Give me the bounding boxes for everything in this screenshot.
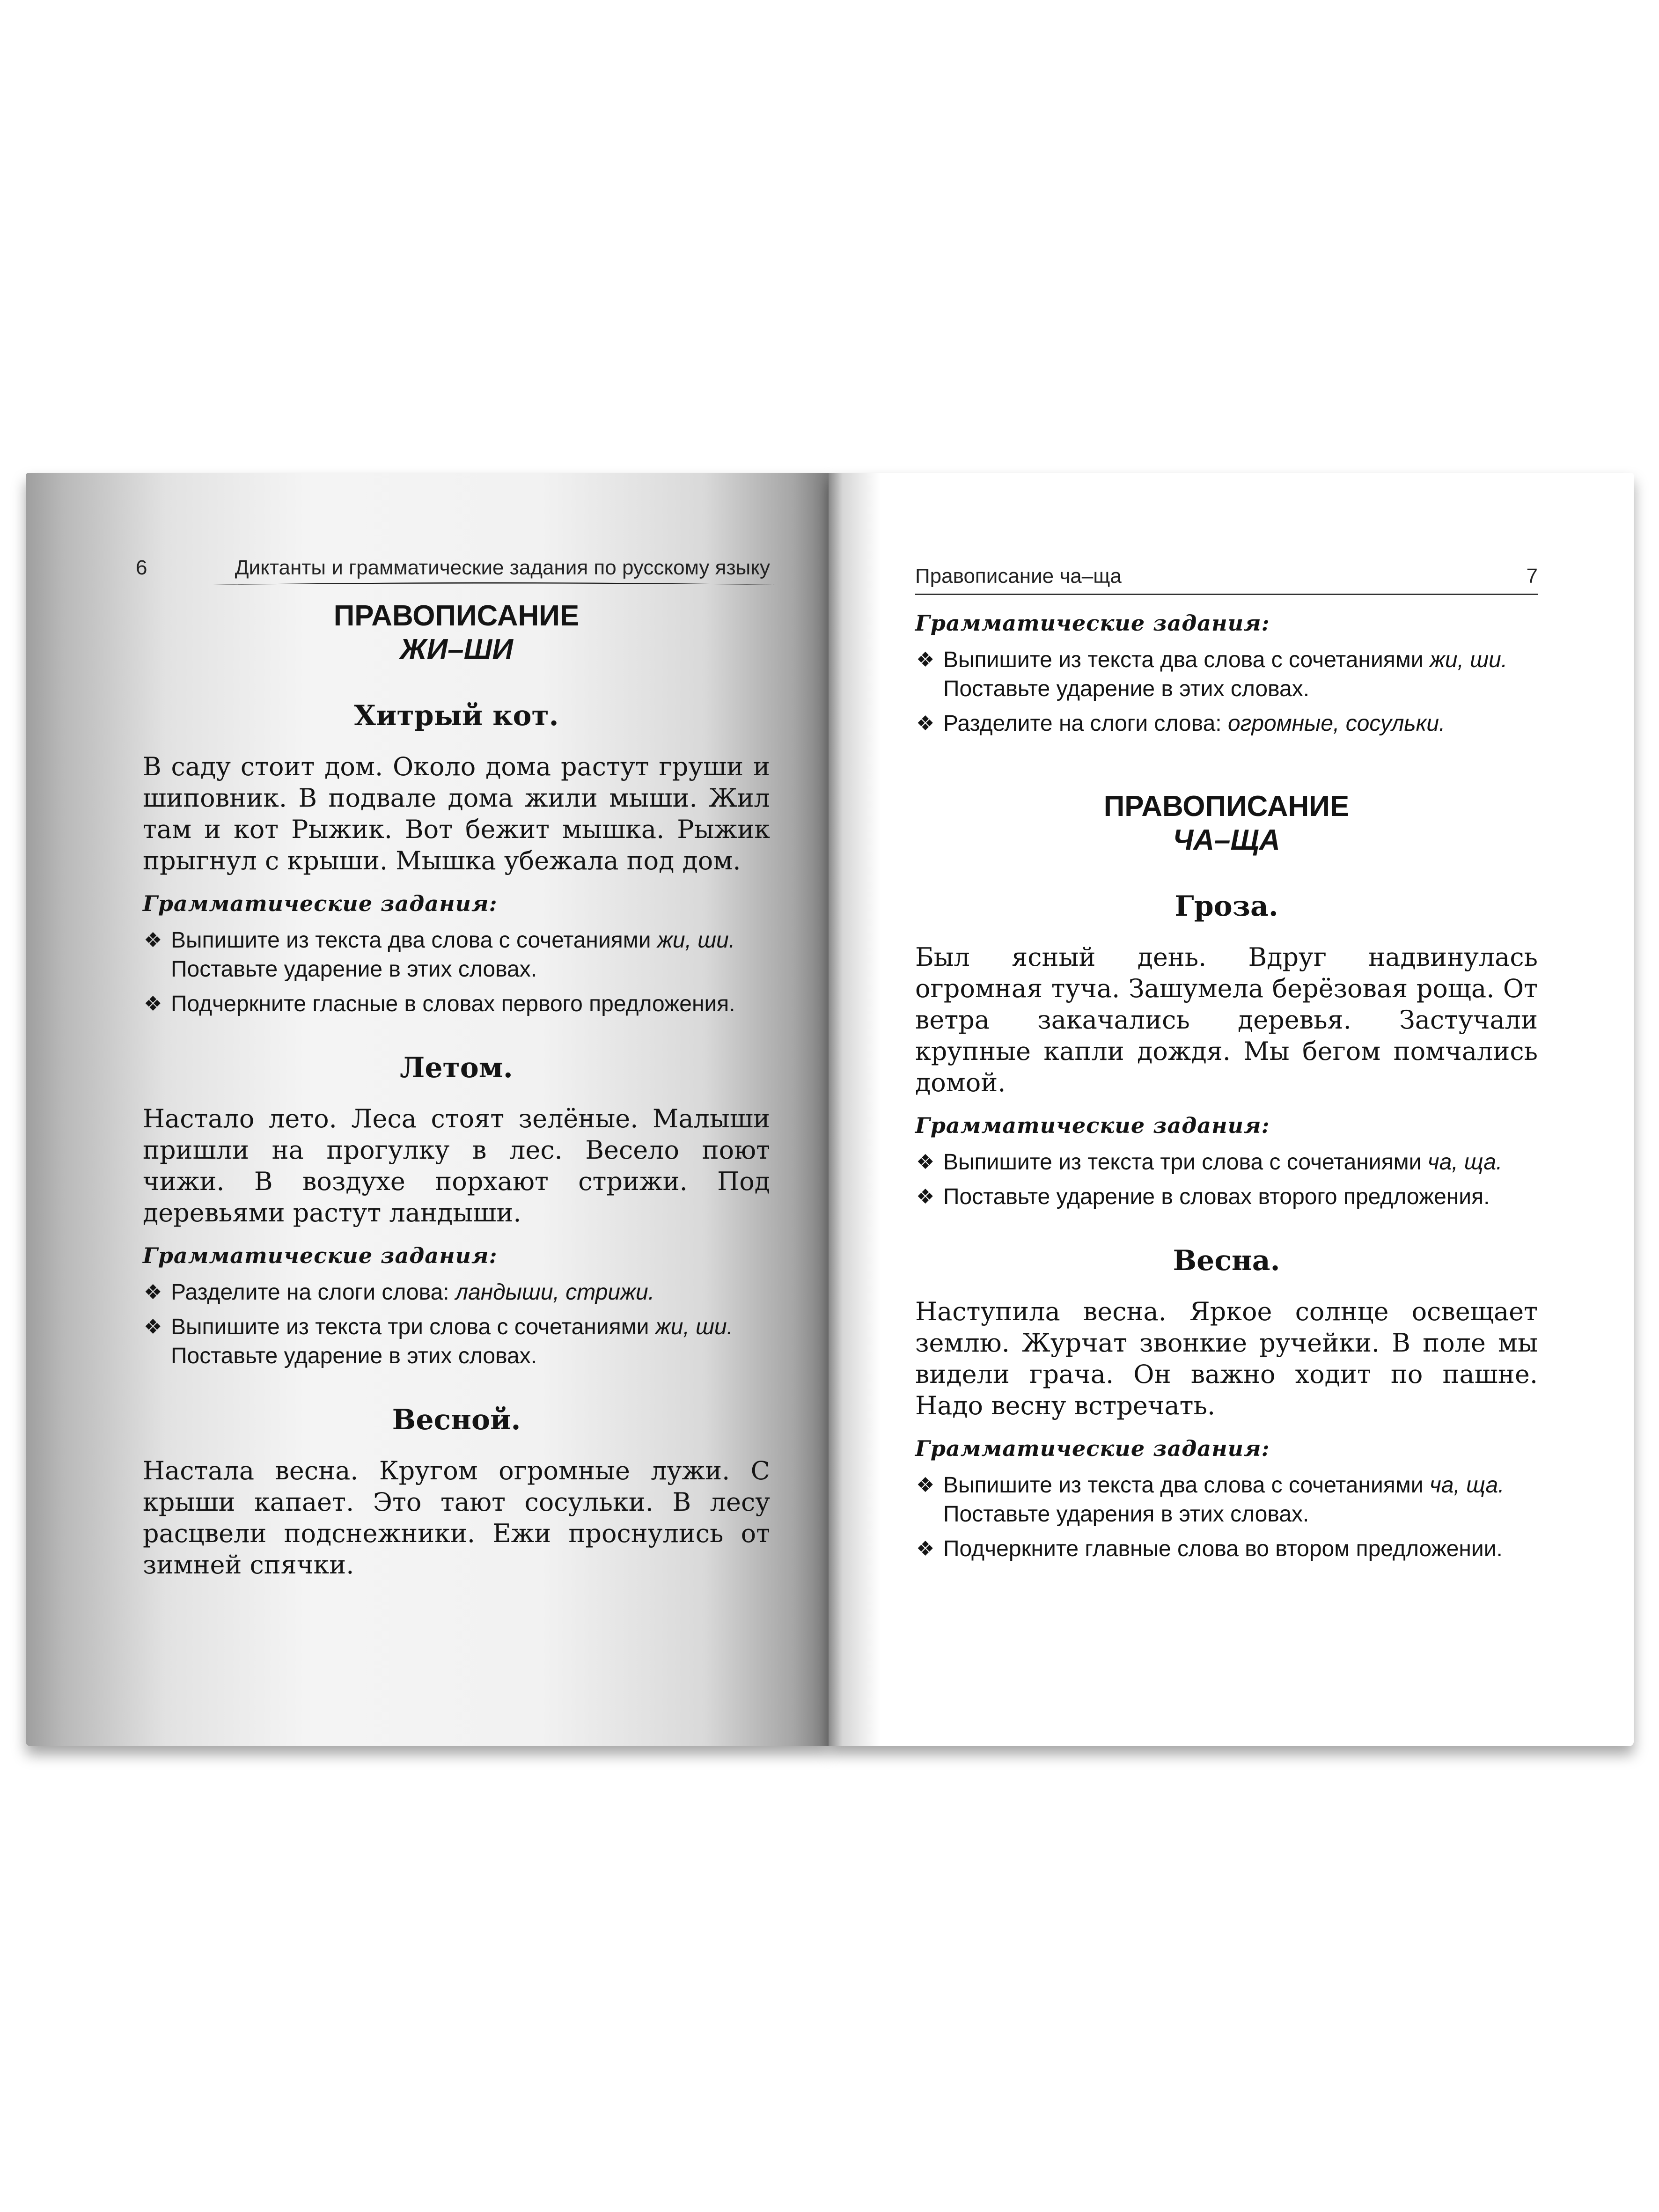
page-number: 7 — [1526, 565, 1538, 588]
task-list — [915, 1148, 1538, 1212]
task-list — [143, 1278, 770, 1371]
section-subtitle: ЖИ–ШИ — [400, 633, 513, 666]
page-number: 6 — [136, 556, 147, 579]
tasks-heading: Грамматические задания: — [915, 1113, 1270, 1138]
task-item: ❖ Подчеркните гласные в словах первого предложения. — [143, 990, 770, 1019]
running-header — [915, 551, 1538, 595]
diamond-bullet-icon: ❖ — [916, 1185, 935, 1208]
task-item: ❖ Выпишите из текста два слова с сочетаниями жи, ши. Поставьте ударение в этих словах. — [143, 926, 770, 984]
diamond-bullet-icon: ❖ — [916, 1537, 935, 1560]
story-title: Весна. — [1173, 1244, 1280, 1277]
dictation-text: Настало лето. Леса стоят зелёные. Малыши пришли на прогулку в лес. Весело поют чижи. В воздухе порхают стрижи. Под деревьями растут ландыши. — [143, 1104, 770, 1227]
diamond-bullet-icon: ❖ — [916, 712, 935, 735]
left-page — [26, 473, 829, 1746]
running-title: Диктанты и грамматические задания по русскому языку — [235, 556, 770, 579]
task-list — [915, 1471, 1538, 1564]
story-title: Весной. — [392, 1404, 521, 1436]
story-title: Летом. — [400, 1051, 513, 1084]
running-header — [136, 543, 770, 585]
task-item: ❖ Выпишите из текста три слова с сочетаниями ча, ща. — [915, 1148, 1538, 1177]
diamond-bullet-icon: ❖ — [144, 1281, 162, 1304]
diamond-bullet-icon: ❖ — [916, 1474, 935, 1497]
header-rule — [213, 581, 775, 585]
dictation-text: Настала весна. Кругом огромные лужи. С крыши капает. Это тают сосульки. В лесу расцвели подснежники. Ежи проснулись от зимней спячки. — [143, 1456, 770, 1580]
diamond-bullet-icon: ❖ — [916, 1151, 935, 1174]
task-item: ❖ Разделите на слоги слова: огромные, сосульки. — [915, 709, 1538, 738]
task-list — [143, 926, 770, 1019]
dictation-text: В саду стоит дом. Около дома растут груши и шиповник. В подвале дома жили мыши. Жил там и кот Рыжик. Вот бежит мышка. Рыжик прыгнул с крыши. Мышка убежала под дом. — [143, 752, 770, 875]
task-item: ❖ Поставьте ударение в словах второго предложения. — [915, 1183, 1538, 1212]
task-item: ❖ Выпишите из текста два слова с сочетаниями ча, ща. Поставьте ударения в этих словах. — [915, 1471, 1538, 1529]
left-page-content — [136, 473, 770, 1580]
section-title: ПРАВОПИСАНИЕ — [333, 600, 580, 632]
tasks-heading: Грамматические задания: — [143, 891, 498, 916]
diamond-bullet-icon: ❖ — [144, 992, 162, 1015]
running-title: Правописание ча–ща — [915, 565, 1122, 588]
section-title: ПРАВОПИСАНИЕ — [1103, 790, 1350, 823]
story-title: Хитрый кот. — [354, 699, 559, 732]
right-page-content — [915, 473, 1538, 1569]
diamond-bullet-icon: ❖ — [144, 1315, 162, 1338]
tasks-heading: Грамматические задания: — [915, 1436, 1270, 1461]
task-item: ❖ Подчеркните главные слова во втором предложении. — [915, 1535, 1538, 1564]
task-item: ❖ Выпишите из текста два слова с сочетаниями жи, ши. Поставьте ударение в этих словах. — [915, 646, 1538, 704]
dictation-text: Наступила весна. Яркое солнце освещает землю. Журчат звонкие ручейки. В поле мы видели грача. Он важно ходит по пашне. Надо весну встречать. — [915, 1297, 1538, 1420]
section-subtitle: ЧА–ЩА — [1173, 824, 1280, 856]
diamond-bullet-icon: ❖ — [144, 929, 162, 952]
task-item: ❖ Разделите на слоги слова: ландыши, стрижи. — [143, 1278, 770, 1307]
right-page — [829, 473, 1634, 1746]
task-item: ❖ Выпишите из текста три слова с сочетаниями жи, ши. Поставьте ударение в этих словах. — [143, 1313, 770, 1371]
story-title: Гроза. — [1175, 890, 1278, 923]
tasks-heading: Грамматические задания: — [143, 1243, 498, 1268]
dictation-text: Был ясный день. Вдруг надвинулась огромная туча. Зашумела берёзовая роща. От ветра закачались деревья. Застучали крупные капли дождя. Мы бегом помчались домой. — [915, 942, 1538, 1097]
diamond-bullet-icon: ❖ — [916, 648, 935, 671]
tasks-heading: Грамматические задания: — [915, 610, 1270, 636]
task-list — [915, 646, 1538, 738]
